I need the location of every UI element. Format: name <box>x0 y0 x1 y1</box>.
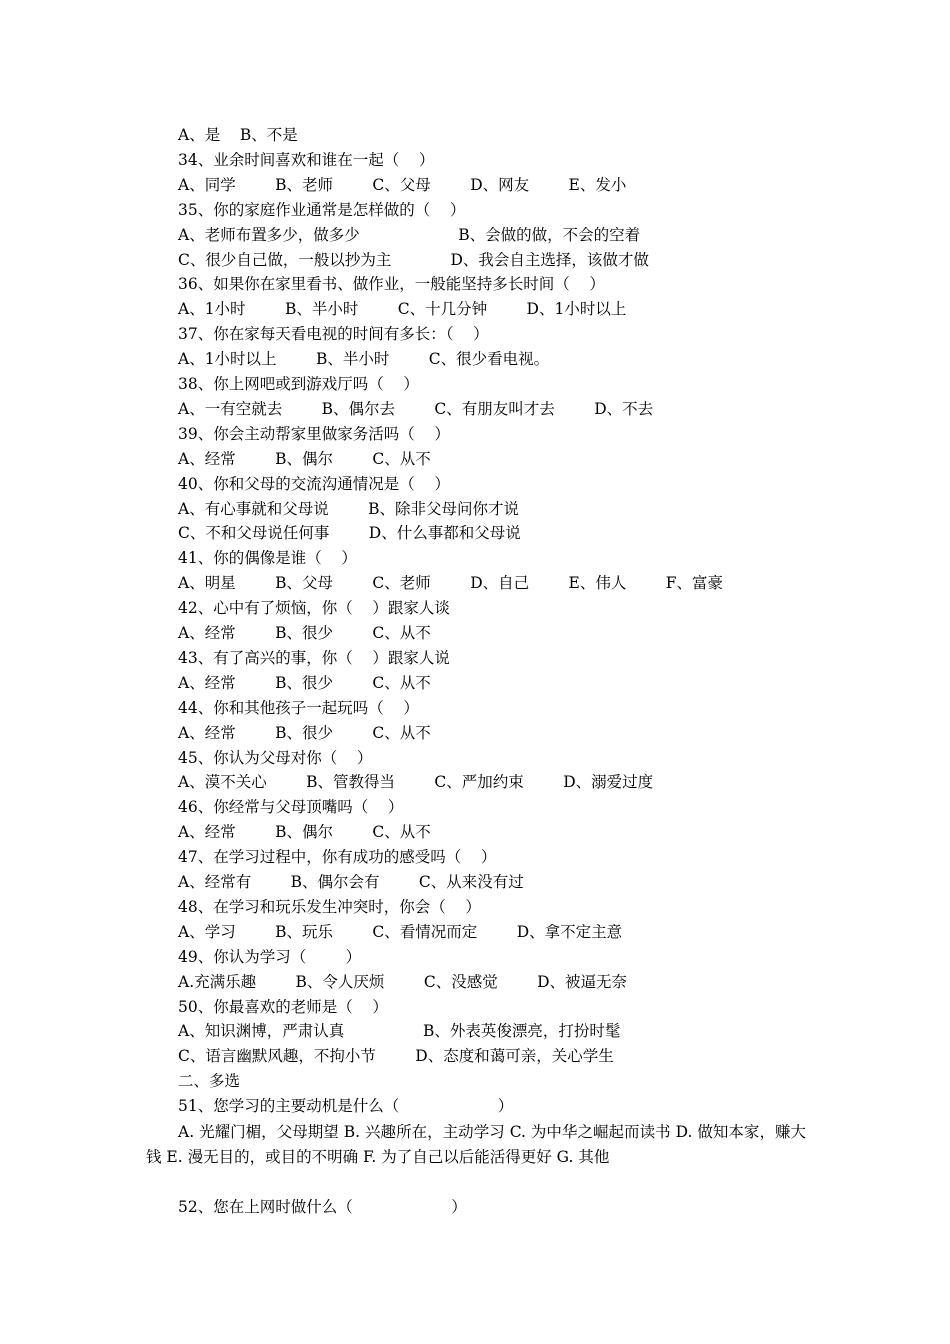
text-line: C、语言幽默风趣，不拘小节 D、态度和蔼可亲，关心学生 <box>178 1047 614 1066</box>
text-line: A、一有空就去 B、偶尔去 C、有朋友叫才去 D、不去 <box>178 399 654 418</box>
text-line: 43、有了高兴的事，你（ ）跟家人说 <box>178 648 450 667</box>
text-line: C、不和父母说任何事 D、什么事都和父母说 <box>178 524 521 543</box>
text-line: A、漠不关心 B、管教得当 C、严加约束 D、溺爱过度 <box>178 773 654 792</box>
text-line: A、知识渊博，严肃认真 B、外表英俊漂亮，打扮时髦 <box>178 1022 621 1041</box>
text-line: A、同学 B、老师 C、父母 D、网友 E、发小 <box>178 175 627 194</box>
text-line: 42、心中有了烦恼，你（ ）跟家人谈 <box>178 599 450 618</box>
text-line: A、经常 B、很少 C、从不 <box>178 673 431 692</box>
text-line: 44、你和其他孩子一起玩吗（ ） <box>178 698 419 717</box>
text-line: 40、你和父母的交流沟通情况是（ ） <box>178 474 450 493</box>
question-51-options: A. 光耀门楣，父母期望 B. 兴趣所在，主动学习 C. 为中华之崛起而读书 D. 做知本家，赚大钱 E. 漫无目的，或目的不明确 F. 为了自己以后能活得更好 G. 其他 <box>146 1123 806 1166</box>
text-line: A、经常 B、很少 C、从不 <box>178 624 431 642</box>
text-line: 50、你最喜欢的老师是（ ） <box>178 997 388 1016</box>
text-line: 48、在学习和玩乐发生冲突时，你会（ ） <box>178 897 481 916</box>
text-line: 47、在学习过程中，你有成功的感受吗（ ） <box>178 848 497 867</box>
text-line: A、有心事就和父母说 B、除非父母问你才说 <box>178 499 520 518</box>
text-line: 49、你认为学习（ ） <box>178 947 362 966</box>
text-line: A、学习 B、玩乐 C、看情况而定 D、拿不定主意 <box>178 922 623 941</box>
text-line: 35、你的家庭作业通常是怎样做的（ ） <box>178 200 466 219</box>
text-line: A、1小时以上 B、半小时 C、很少看电视。 <box>178 350 550 369</box>
text-line: 34、业余时间喜欢和谁在一起（ ） <box>178 150 435 169</box>
text-line: 45、你认为父母对你（ ） <box>178 748 373 767</box>
text-line: 41、你的偶像是谁（ ） <box>178 549 357 568</box>
text-line: A、1小时 B、半小时 C、十几分钟 D、1小时以上 <box>178 300 627 319</box>
text-line: A、明星 B、父母 C、老师 D、自己 E、伟人 F、富豪 <box>178 574 724 593</box>
text-line: A、经常有 B、偶尔会有 C、从来没有过 <box>178 873 524 891</box>
text-line: A、经常 B、偶尔 C、从不 <box>178 449 431 468</box>
text-line: A、是 B、不是 <box>178 126 298 144</box>
text-line: 二、多选 <box>178 1072 241 1091</box>
text-line: 37、你在家每天看电视的时间有多长：（ ） <box>178 325 489 344</box>
text-line: A、经常 B、偶尔 C、从不 <box>178 823 431 842</box>
text-line: C、很少自己做，一般以抄为主 D、我会自主选择，该做才做 <box>178 250 649 269</box>
text-line: 51、您学习的主要动机是什么（ ） <box>178 1097 514 1116</box>
text-line: 36、如果你在家里看书、做作业，一般能坚持多长时间（ ） <box>178 275 605 294</box>
text-line: 38、你上网吧或到游戏厅吗（ ） <box>178 375 419 393</box>
text-line: 46、你经常与父母顶嘴吗（ ） <box>178 798 404 817</box>
question-52: 52、您在上网时做什么（ ） <box>178 1198 467 1216</box>
text-line: A、老师布置多少，做多少 B、会做的做，不会的空着 <box>178 225 641 244</box>
text-line: A、经常 B、很少 C、从不 <box>178 723 431 742</box>
text-line: A.充满乐趣 B、令人厌烦 C、没感觉 D、被逼无奈 <box>178 972 628 991</box>
text-line: 39、你会主动帮家里做家务活吗（ ） <box>178 424 450 443</box>
